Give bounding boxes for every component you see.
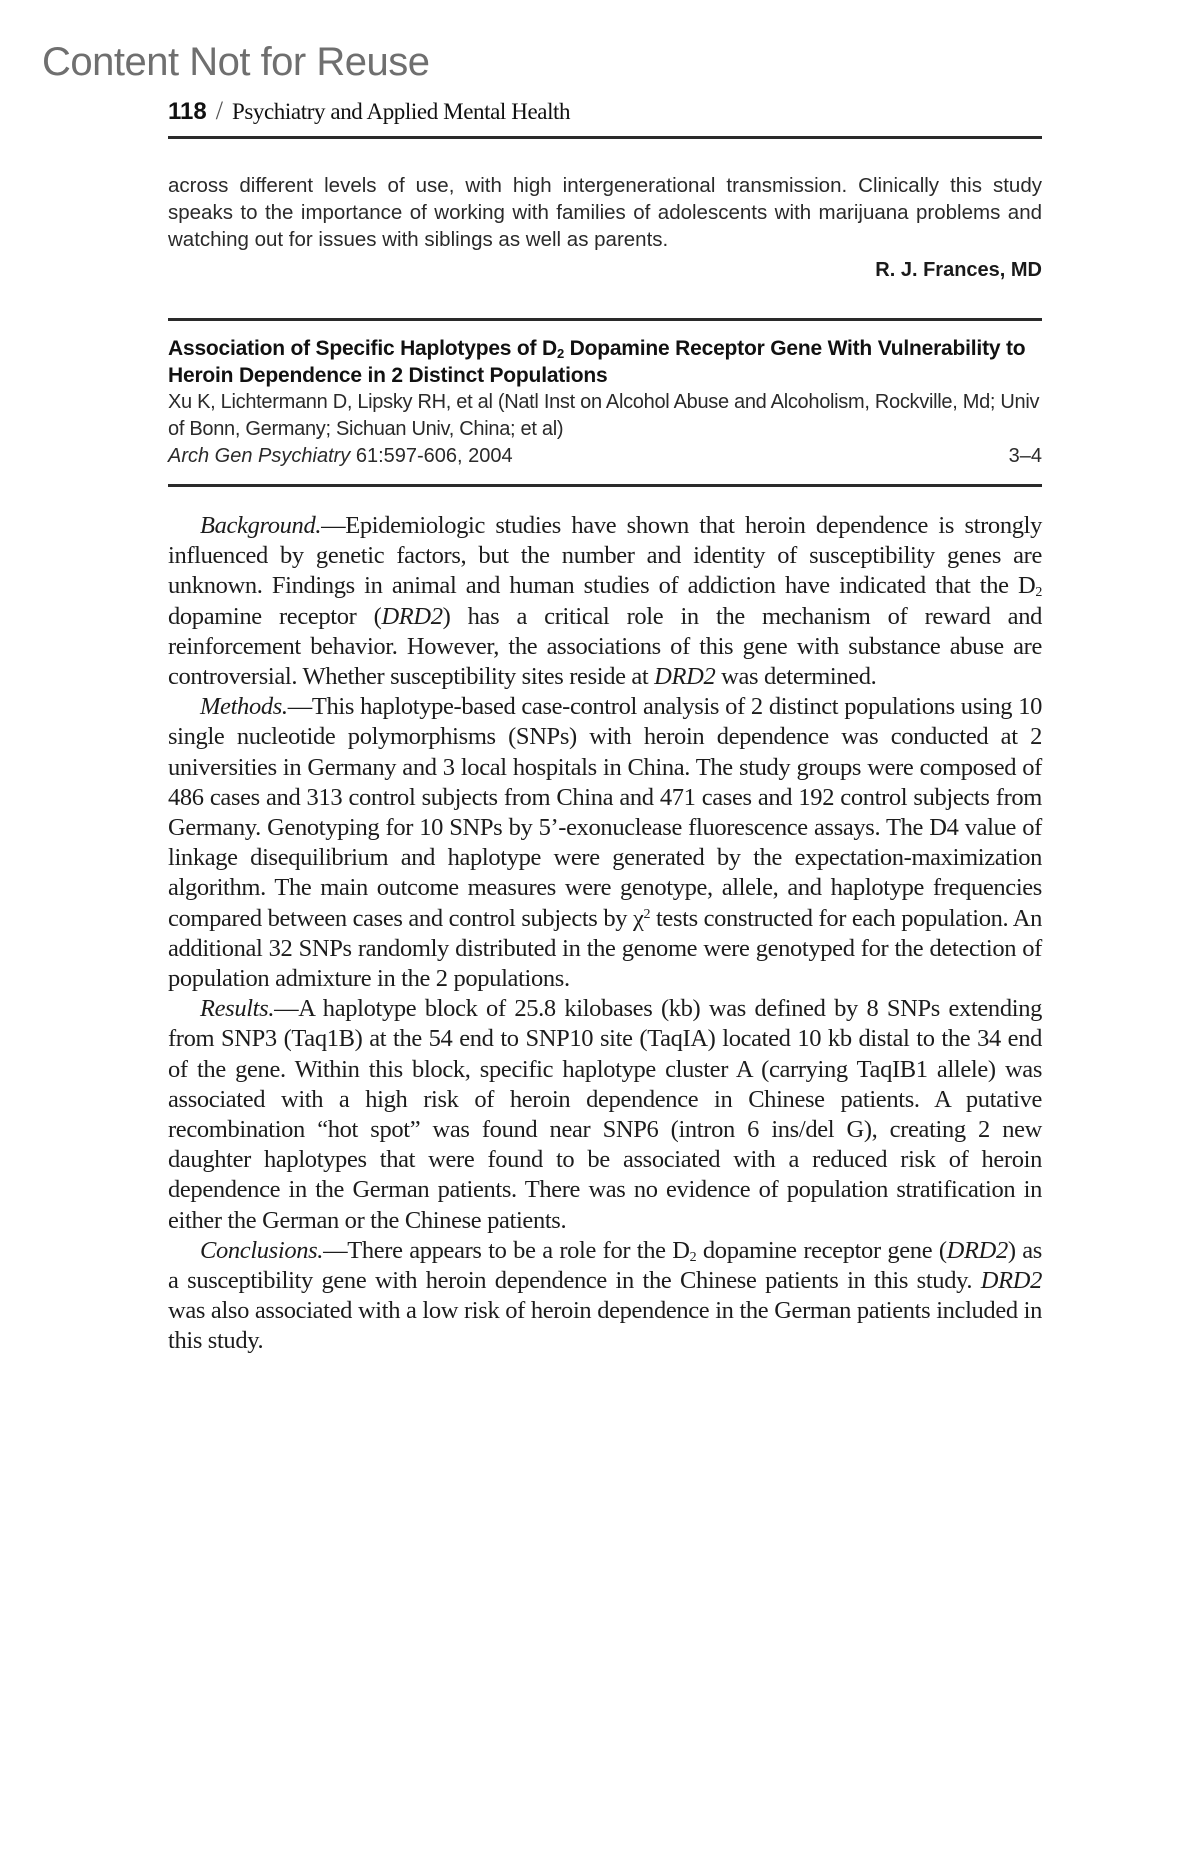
page-number: 118 [168, 98, 207, 125]
section-label: Conclusions. [200, 1236, 324, 1264]
gene-name: DRD2 [654, 663, 716, 691]
section-text: —Epidemiologic studies have shown that heroin dependence is strongly influenced by genetic factors, but the number and identity of susceptibility genes are unknown. Findings in animal and human studies of addiction have indicated that the D [168, 512, 1042, 600]
section-text: —A haplotype block of 25.8 kilobases (kb) was defined by 8 SNPs extending from SNP3 (Taq1B) at the 54 end to SNP10 site (TaqIA) located 10 kb distal to the 34 end of the gene. Within this block, specific haplotype cluster A (carrying TaqIB1 allele) was associated with a high risk of heroin dependence in Chinese patients. A putative recombination “hot spot” was found near SNP6 (intron 6 ins/del G), creating 2 new daughter haplotypes that were found to be associated with a reduced risk of heroin dependence in the German patients. There was no evidence of population stratification in either the German or the Chinese patients. [168, 995, 1042, 1234]
superscript: 2 [643, 906, 651, 922]
section-text: dopamine receptor ( [168, 602, 382, 630]
separator: / [215, 96, 223, 125]
title-subscript: 2 [556, 346, 564, 361]
commentary-signature: R. J. Frances, MD [875, 259, 1042, 281]
abstract-methods [168, 692, 1042, 994]
section-text: —This haplotype-based case-control analysis of 2 distinct populations using 10 single nucleotide polymorphisms (SNPs) with heroin dependence was conducted at 2 universities in Germany and 3 local hospitals in China. The study groups were composed of 486 cases and 313 control subjects from China and 471 cases and 192 control subjects from Germany. Genotyping for 10 SNPs by 5’-exonuclease fluorescence assays. The D4 value of linkage disequilibrium and haplotype were generated by the expectation-maximization algorithm. The main outcome measures were genotype, allele, and haplotype frequencies compared between cases and control subjects by χ [168, 693, 1042, 932]
gene-name: DRD2 [946, 1236, 1008, 1264]
article-code: 3–4 [1008, 445, 1042, 467]
citation [168, 443, 513, 470]
citation-volume: 61:597-606, 2004 [350, 445, 513, 467]
section-label: Methods. [200, 693, 288, 721]
section-text: dopamine receptor gene ( [696, 1236, 947, 1264]
title-text: Association of Specific Haplotypes of D [168, 337, 557, 360]
gene-name: DRD2 [980, 1267, 1042, 1295]
section-text: ) has a critical role in the mechanism of reward and reinforcement behavior. However, the associations of this gene with substance abuse are controversial. Whether susceptibility sites reside at [168, 602, 1042, 691]
citation-journal: Arch Gen Psychiatry [168, 445, 351, 467]
section-text: ) as a susceptibility gene with heroin dependence in the Chinese patients in this study. [168, 1236, 1042, 1295]
abstract [168, 511, 1042, 1357]
section-label: Background. [200, 512, 322, 539]
section-text: tests constructed for each population. An additional 32 SNPs randomly distributed in the genome were genotyped for the detection of population admixture in the 2 populations. [168, 904, 1042, 993]
article-authors: Xu K, Lichtermann D, Lipsky RH, et al (Natl Inst on Alcohol Abuse and Alcoholism, Rockville, Md; Univ of Bonn, Germany; Sichuan Univ, China; et al) [168, 391, 1040, 440]
journal-title: Psychiatry and Applied Mental Health [231, 99, 571, 124]
citation-row [168, 443, 1042, 470]
section-text: was determined. [715, 663, 877, 691]
article-title [168, 335, 1042, 389]
abstract-background [168, 511, 1042, 692]
section-text: —There appears to be a role for the D [323, 1236, 690, 1264]
subscript: 2 [1035, 585, 1042, 601]
previous-commentary: across different levels of use, with high intergenerational transmission. Clinically this study speaks to the importance of working with families of adolescents with marijuana problems and watching out for issues with siblings as well as parents. [168, 174, 1042, 251]
abstract-conclusions [168, 1236, 1042, 1357]
title-text-continued: Dopamine Receptor Gene With Vulnerability to Heroin Dependence in 2 Distinct Populations [168, 337, 1026, 387]
gene-name: DRD2 [381, 602, 443, 630]
running-head [168, 96, 1042, 139]
journal-page [168, 96, 1042, 1357]
section-label: Results. [200, 995, 275, 1023]
watermark: Content Not for Reuse [42, 40, 430, 84]
section-text: was also associated with a low risk of heroin dependence in the German patients included in this study. [168, 1297, 1042, 1355]
article-header [168, 318, 1042, 487]
abstract-results [168, 994, 1042, 1236]
subscript: 2 [689, 1249, 697, 1265]
